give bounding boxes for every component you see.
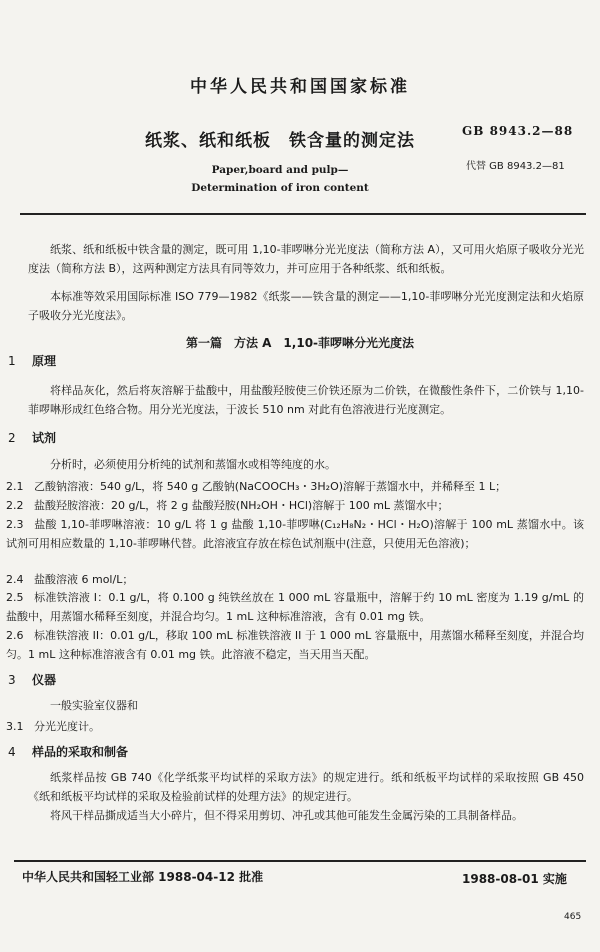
document-title-cn: 纸浆、纸和纸板 铁含量的测定法: [145, 131, 415, 151]
part-title: 第一篇 方法 A 1,10-菲啰啉分光光度法: [185, 336, 415, 350]
approval-line: 中华人民共和国轻工业部 1988-04-12 批准: [22, 870, 264, 884]
item-text: 盐酸 1,10-菲啰啉溶液：10 g/L 将 1 g 盐酸 1,10-菲啰啉(C₁₂H₈N₂・HCl・H₂O)溶解于 100 mL 蒸馏水中。该试剂可用相应数量的 1,10-菲啰啉代替。此溶液宜存放在棕色试剂瓶中(注意，只使用无色溶液)；: [6, 518, 584, 550]
item-number: 2.4: [6, 573, 24, 586]
item-number: 2.5: [6, 591, 24, 604]
item-number: 2.2: [6, 499, 24, 512]
item-3-1: [6, 718, 100, 734]
section-2-heading: [8, 429, 56, 446]
standard-number: GB 8943.2—88: [462, 124, 574, 138]
item-number: 3.1: [6, 720, 24, 733]
item-number: 2.3: [6, 518, 24, 531]
item-2-3: [6, 515, 584, 553]
footer-rule: [14, 860, 586, 862]
section-number: 3: [8, 673, 16, 687]
section-2-intro: 分析时，必须使用分析纯的试剂和蒸馏水或相等纯度的水。: [50, 458, 336, 471]
section-3-intro: 一般实验室仪器和: [50, 699, 138, 712]
section-title: 样品的采取和制备: [32, 745, 129, 759]
item-text: 标准铁溶液 II：0.01 g/L，移取 100 mL 标准铁溶液 II 于 1 000 mL 容量瓶中，用蒸馏水稀释至刻度，并混合均匀。1 mL 这种标准溶液含有 0.01 mg 铁。此溶液不稳定，当天用当天配。: [6, 629, 584, 661]
item-text: 标准铁溶液 I：0.1 g/L，将 0.100 g 纯铁丝放在 1 000 mL 容量瓶中，溶解于约 10 mL 密度为 1.19 g/mL 的盐酸中，用蒸馏水稀释至刻度，并混合均匀。1 mL 这种标准溶液，含有 0.01 mg 铁。: [6, 591, 584, 623]
item-text: 乙酸钠溶液：540 g/L，将 540 g 乙酸钠(NaCOOCH₃・3H₂O)溶解于蒸馏水中，并稀释至 1 L；: [34, 480, 507, 493]
item-text: 盐酸溶液 6 mol/L；: [34, 573, 134, 586]
item-2-6: [6, 626, 584, 664]
item-text: 盐酸羟胺溶液：20 g/L，将 2 g 盐酸羟胺(NH₂OH・HCl)溶解于 100 mL 蒸馏水中；: [34, 499, 449, 512]
item-number: 2.1: [6, 480, 24, 493]
replaces-standard: 代替 GB 8943.2—81: [466, 161, 565, 172]
header-rule: [20, 213, 586, 215]
section-title: 试剂: [32, 431, 57, 445]
section-number: 1: [8, 354, 16, 368]
intro-paragraph-1: 纸浆、纸和纸板中铁含量的测定，既可用 1,10-菲啰啉分光光度法（简称方法 A），又可用火焰原子吸收分光光度法（简称方法 B），这两种测定方法具有同等效力，并可应用于各种纸浆、纸和纸板。: [28, 243, 584, 275]
item-number: 2.6: [6, 629, 24, 642]
document-title-en-line1: Paper,board and pulp—: [211, 164, 349, 176]
section-4-paragraph-1: 纸浆样品按 GB 740《化学纸浆平均试样的采取方法》的规定进行。纸和纸板平均试样的采取按照 GB 450《纸和纸板平均试样的采取及检验前试样的处理方法》的规定进行。: [28, 771, 584, 803]
item-2-1: [6, 478, 506, 494]
section-number: 4: [8, 745, 16, 759]
item-2-4: [6, 571, 133, 587]
item-text: 分光光度计。: [34, 720, 100, 733]
intro-paragraph-2: 本标准等效采用国际标准 ISO 779—1982《纸浆——铁含量的测定——1,10-菲啰啉分光光度测定法和火焰原子吸收分光光度法》。: [28, 290, 584, 322]
page-number: 465: [564, 912, 582, 922]
section-title: 原理: [32, 354, 57, 368]
document-title-en-line2: Determination of iron content: [191, 182, 369, 194]
section-1-text: 将样品灰化，然后将灰溶解于盐酸中，用盐酸羟胺使三价铁还原为二价铁，在微酸性条件下，二价铁与 1,10-菲啰啉形成红色络合物。用分光光度法，于波长 510 nm 对此有色溶液进行光度测定。: [28, 384, 584, 416]
section-1-heading: [8, 352, 56, 369]
effective-date: 1988-08-01 实施: [462, 872, 567, 886]
section-3-heading: [8, 671, 56, 688]
section-4-heading: [8, 743, 128, 760]
item-2-5: [6, 588, 584, 626]
section-title: 仪器: [32, 673, 57, 687]
item-2-2: [6, 497, 449, 513]
section-number: 2: [8, 431, 16, 445]
issuer-heading: 中华人民共和国国家标准: [190, 77, 410, 97]
section-4-paragraph-2: 将风干样品撕成适当大小碎片，但不得采用剪切、冲孔或其他可能发生金属污染的工具制备样品。: [50, 809, 523, 822]
